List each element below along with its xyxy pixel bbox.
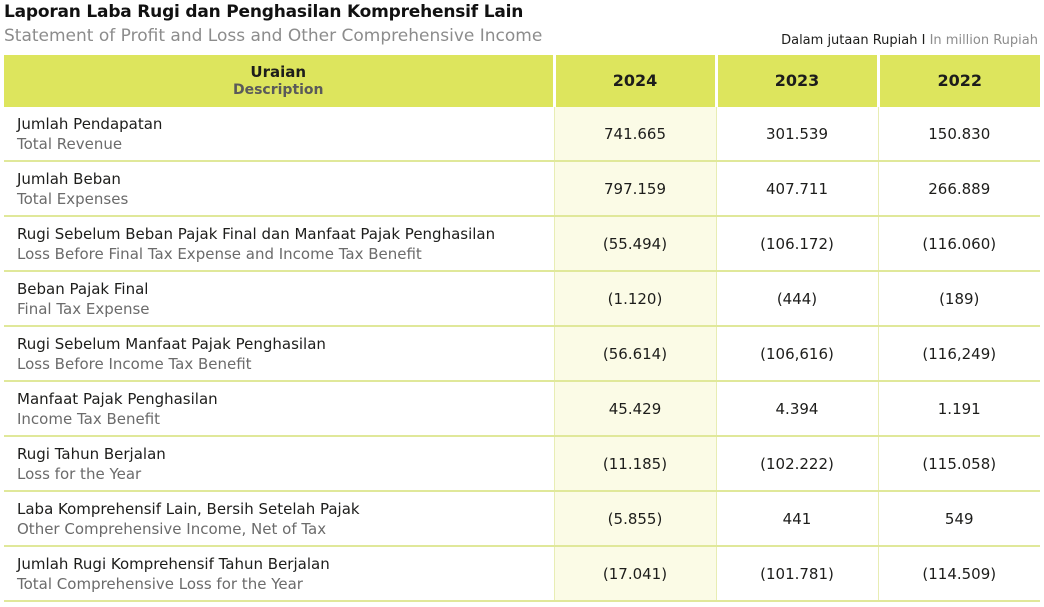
table-row	[4, 216, 1040, 271]
unit-en: In million Rupiah	[929, 33, 1038, 48]
header-year-2022	[878, 55, 1040, 106]
value-cell-2022: 150.830	[878, 106, 1040, 161]
row-label-en: Income Tax Benefit	[17, 409, 161, 428]
table-row	[4, 161, 1040, 216]
value-cell-2023: (444)	[716, 271, 878, 326]
value-cell-2024: 741.665	[554, 106, 716, 161]
row-label	[4, 161, 554, 216]
row-label-en: Loss for the Year	[17, 464, 142, 483]
row-label	[4, 546, 554, 601]
row-label-id: Laba Komprehensif Lain, Bersih Setelah Pajak	[17, 499, 360, 518]
value-cell-2022: (189)	[878, 271, 1040, 326]
row-label-en: Total Expenses	[17, 189, 129, 208]
table-row	[4, 546, 1040, 601]
value-cell-2024: (56.614)	[554, 326, 716, 381]
row-label-id: Beban Pajak Final	[17, 279, 149, 298]
row-label	[4, 491, 554, 546]
value-cell-2022: 549	[878, 491, 1040, 546]
header-description	[4, 55, 554, 106]
value-cell-2022: (116.060)	[878, 216, 1040, 271]
value-cell-2023: 407.711	[716, 161, 878, 216]
row-label-en: Final Tax Expense	[17, 299, 150, 318]
row-label-en: Total Revenue	[17, 134, 123, 153]
row-label	[4, 106, 554, 161]
value-cell-2023: 301.539	[716, 106, 878, 161]
table-row	[4, 271, 1040, 326]
table-row	[4, 106, 1040, 161]
value-cell-2024: 45.429	[554, 381, 716, 436]
value-cell-2022: 1.191	[878, 381, 1040, 436]
value-cell-2024: (1.120)	[554, 271, 716, 326]
report-title: Laporan Laba Rugi dan Penghasilan Komprehensif Lain	[4, 2, 524, 22]
row-label-en: Loss Before Income Tax Benefit	[17, 354, 252, 373]
header-description-id: Uraian	[250, 62, 307, 81]
row-label-en: Loss Before Final Tax Expense and Income Tax Benefit	[17, 244, 422, 263]
value-cell-2023: (101.781)	[716, 546, 878, 601]
value-cell-2023: (106,616)	[716, 326, 878, 381]
table-row	[4, 491, 1040, 546]
table-row	[4, 436, 1040, 491]
header-year-2023	[716, 55, 878, 106]
row-label-id: Rugi Sebelum Manfaat Pajak Penghasilan	[17, 334, 326, 353]
value-cell-2024: (11.185)	[554, 436, 716, 491]
table-row	[4, 381, 1040, 436]
value-cell-2023: (102.222)	[716, 436, 878, 491]
unit-separator: I	[921, 33, 926, 48]
header-description-en: Description	[232, 81, 324, 98]
row-label	[4, 436, 554, 491]
value-cell-2022: (114.509)	[878, 546, 1040, 601]
row-label-en: Total Comprehensive Loss for the Year	[17, 574, 303, 593]
row-label	[4, 216, 554, 271]
value-cell-2022: (116,249)	[878, 326, 1040, 381]
table-row	[4, 326, 1040, 381]
header-year-2024	[554, 55, 716, 106]
row-label-id: Jumlah Beban	[17, 169, 121, 188]
value-cell-2023: 4.394	[716, 381, 878, 436]
row-label	[4, 326, 554, 381]
row-label	[4, 271, 554, 326]
row-label-id: Rugi Tahun Berjalan	[17, 444, 166, 463]
report-subtitle: Statement of Profit and Loss and Other Comprehensive Income	[4, 26, 543, 46]
value-cell-2022: (115.058)	[878, 436, 1040, 491]
header-year-label: 2022	[937, 70, 983, 90]
row-label-id: Jumlah Rugi Komprehensif Tahun Berjalan	[17, 554, 330, 573]
row-label	[4, 381, 554, 436]
table-header-row	[4, 55, 1040, 106]
unit-note	[781, 33, 1038, 48]
value-cell-2023: (106.172)	[716, 216, 878, 271]
value-cell-2024: 797.159	[554, 161, 716, 216]
header-year-label: 2024	[612, 70, 658, 90]
value-cell-2023: 441	[716, 491, 878, 546]
row-label-id: Rugi Sebelum Beban Pajak Final dan Manfaat Pajak Penghasilan	[17, 224, 496, 243]
header-year-label: 2023	[774, 70, 820, 90]
unit-id: Dalam jutaan Rupiah	[781, 33, 918, 48]
value-cell-2022: 266.889	[878, 161, 1040, 216]
value-cell-2024: (17.041)	[554, 546, 716, 601]
row-label-id: Manfaat Pajak Penghasilan	[17, 389, 218, 408]
row-label-id: Jumlah Pendapatan	[17, 114, 163, 133]
row-label-en: Other Comprehensive Income, Net of Tax	[17, 519, 327, 538]
value-cell-2024: (5.855)	[554, 491, 716, 546]
value-cell-2024: (55.494)	[554, 216, 716, 271]
income-statement-table	[4, 55, 1040, 602]
